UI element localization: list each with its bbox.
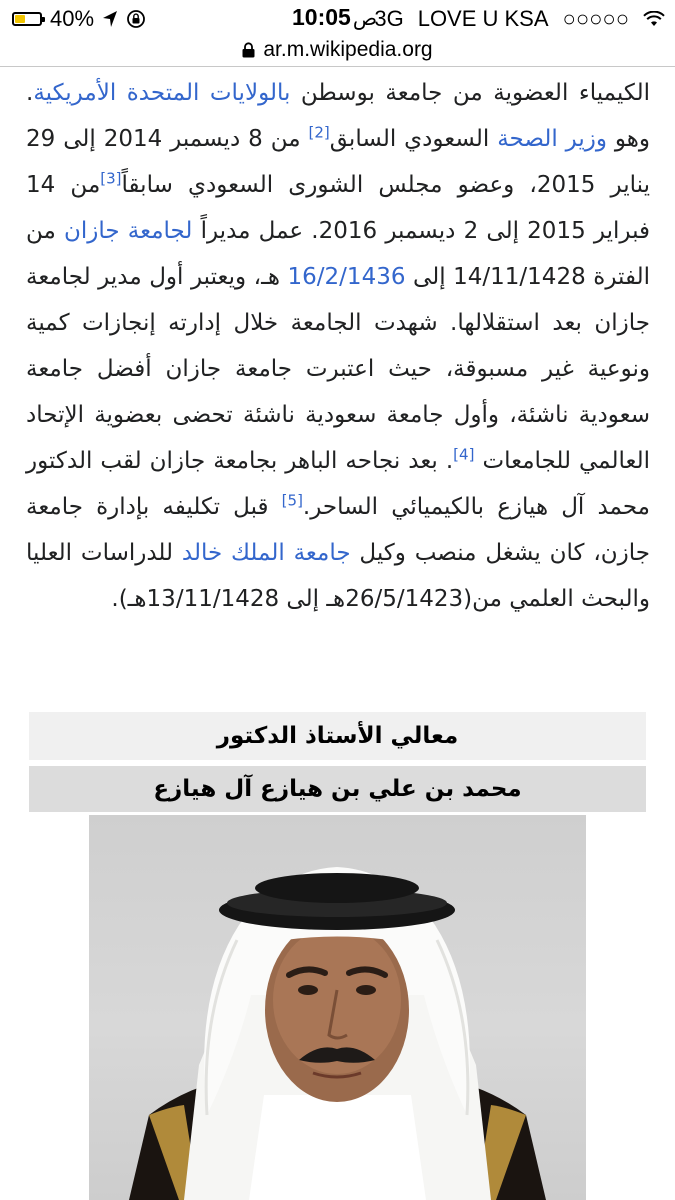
citation-5[interactable]: [5] [281, 491, 303, 510]
battery-icon [12, 12, 42, 26]
article-text-7: هـ، ويعتبر أول مدير لجامعة جازان بعد استقلالها. شهدت الجامعة خلال إدارته إنجازات كمية ونوعية غير مسبوقة، حيث اعتبرت جامعة جازان أفضل جامعة سعودية ناشئة، وأول جامعة سعودية ناشئة تحضى بعضوية الإتحاد العالمي للجامعات [26, 264, 650, 474]
infobox-name: محمد بن علي بن هيازع آل هيازع [29, 766, 646, 812]
wifi-icon [643, 11, 665, 27]
status-right [374, 6, 665, 32]
battery-fill [15, 15, 25, 23]
status-ampm: ص [352, 8, 378, 30]
lock-icon [242, 42, 255, 58]
link-usa[interactable]: بالولايات المتحدة الأمريكية [33, 80, 291, 106]
location-arrow-icon [102, 10, 118, 28]
network-type: 3G [374, 6, 404, 31]
article-text-6: من الفترة 14/11/1428 إلى [26, 218, 650, 290]
article-text-2: وهو [606, 126, 651, 152]
battery-percent: 40% [50, 6, 95, 31]
link-date[interactable]: 16/2/1436 [287, 264, 406, 290]
link-jazan-university[interactable]: لجامعة جازان [64, 218, 193, 244]
url-bar-divider [0, 66, 675, 67]
portrait-illustration [89, 815, 586, 1200]
citation-3[interactable]: [3] [100, 169, 122, 188]
citation-4[interactable]: [4] [453, 445, 475, 464]
status-left [12, 6, 146, 32]
article-body [26, 70, 650, 622]
article-text-9: قبل تكليفه بإدارة جامعة جازن، كان يشغل منصب وكيل [26, 494, 650, 566]
link-health-minister[interactable]: وزير الصحة [497, 126, 607, 152]
url-text[interactable]: ar.m.wikipedia.org [263, 38, 433, 61]
article-text-8: . بعد نجاحه الباهر بجامعة جازان لقب الدكتور محمد آل هيازع بالكيميائي الساحر. [26, 448, 650, 520]
status-bar [0, 0, 675, 34]
status-clock: 10:05 [292, 4, 351, 30]
status-time [292, 4, 377, 31]
infobox-title: معالي الأستاذ الدكتور [29, 712, 646, 760]
article-text-1: الكيمياء العضوية من جامعة بوسطن [290, 80, 650, 106]
battery-tip [42, 17, 45, 22]
citation-2[interactable]: [2] [308, 123, 330, 142]
article-text-1-end: . [26, 80, 34, 106]
article-text-10: للدراسات العليا والبحث العلمي من(26/5/1423هـ إلى 13/11/1428هـ). [26, 540, 650, 612]
signal-strength-icon: ○○○○○ [562, 6, 629, 31]
link-king-khalid-university[interactable]: جامعة الملك خالد [181, 540, 351, 566]
orientation-lock-icon [126, 9, 146, 29]
article-text-3: السعودي السابق [329, 126, 498, 152]
address-bar[interactable] [0, 34, 675, 66]
portrait-image[interactable] [89, 815, 586, 1200]
article-text-5: من 14 فبراير 2015 إلى 2 ديسمبر 2016. عمل مديراً [26, 172, 651, 244]
article-text-4: من 8 ديسمبر 2014 إلى 29 يناير 2015، وعضو مجلس الشورى السعودي سابقاً [26, 126, 651, 198]
carrier-name: LOVE U KSA [417, 6, 549, 31]
